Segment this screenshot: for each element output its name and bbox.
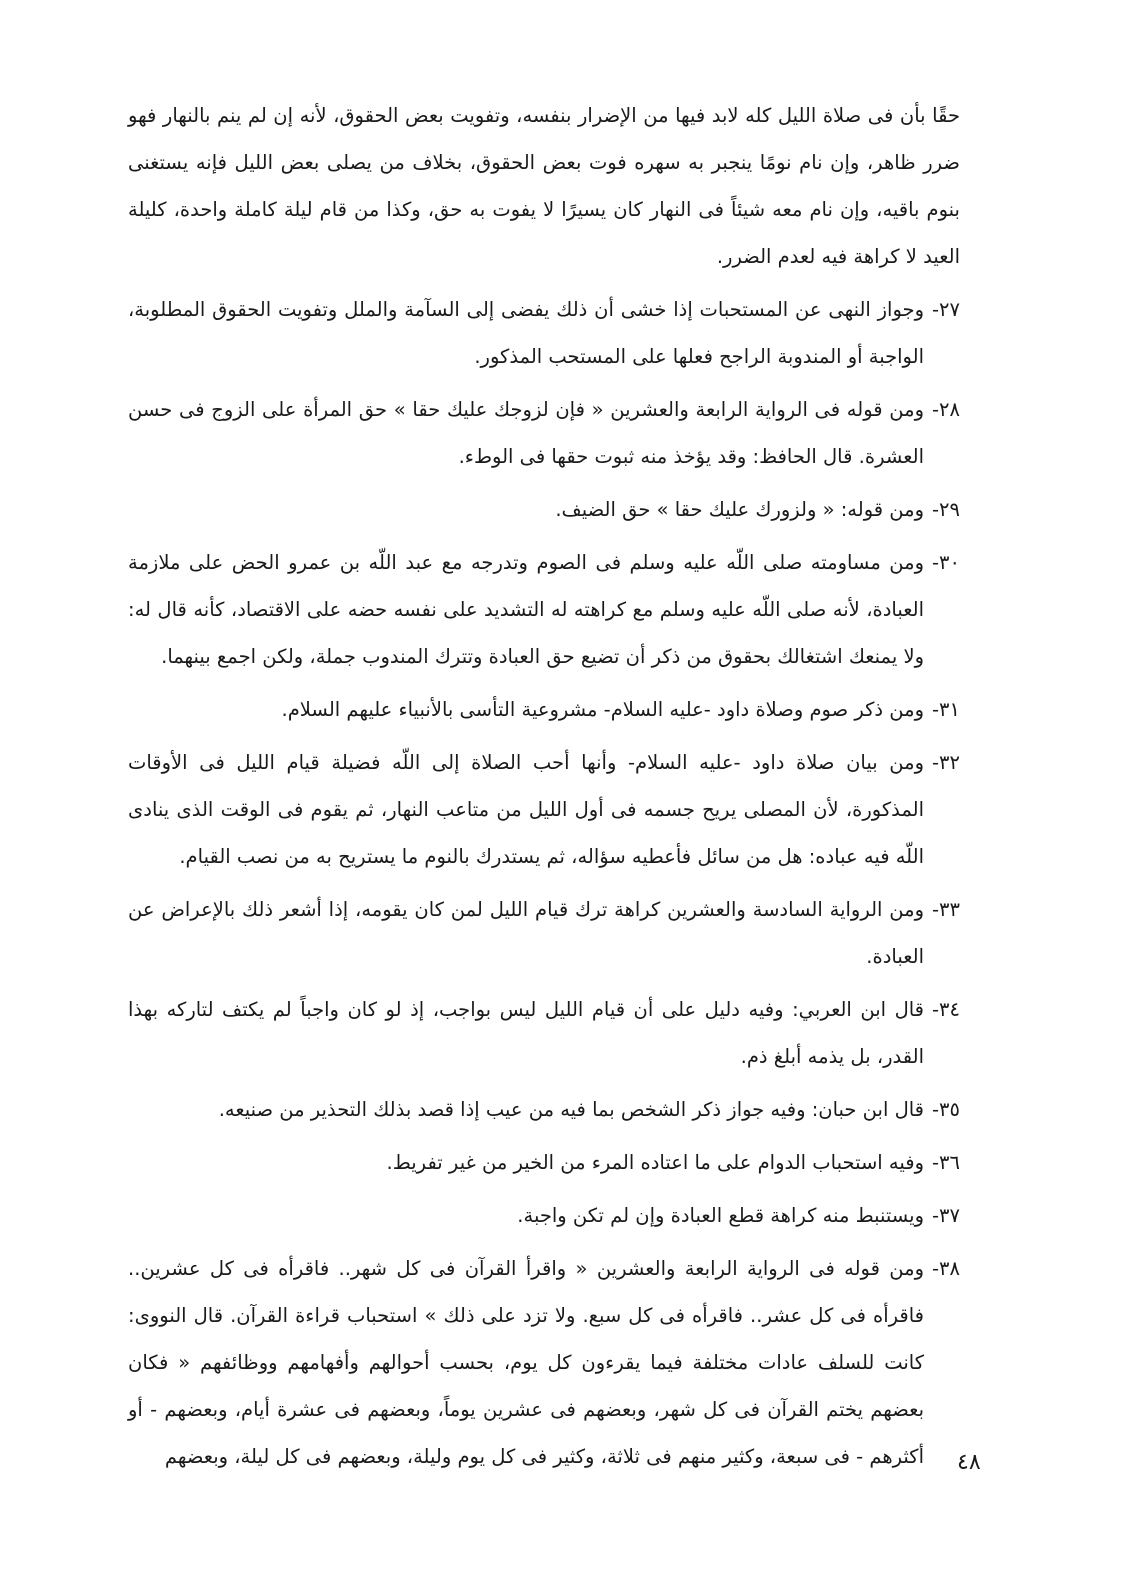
list-item-27 <box>128 286 960 380</box>
list-item-28 <box>128 386 960 480</box>
list-item-36 <box>128 1139 960 1186</box>
item-number: ٣٧- <box>932 1204 960 1227</box>
list-item-32 <box>128 739 960 880</box>
item-text: ومن الرواية السادسة والعشرين كراهة ترك قيام الليل لمن كان يقومه، إذا أشعر ذلك بالإعراض عن العبادة. <box>128 898 924 968</box>
item-number: ٣٣- <box>932 898 960 921</box>
item-text: وجواز النهى عن المستحبات إذا خشى أن ذلك يفضى إلى السآمة والملل وتفويت الحقوق المطلوبة، الواجبة أو المندوبة الراجح فعلها على المستحب المذكور. <box>128 298 924 368</box>
item-number: ٣١- <box>932 698 960 721</box>
list-item-33 <box>128 886 960 980</box>
item-number: ٣٥- <box>932 1098 960 1121</box>
item-text: ومن قوله: « ولزورك عليك حقا » حق الضيف. <box>555 498 924 521</box>
item-number: ٢٧- <box>932 298 960 321</box>
list-item-34 <box>128 986 960 1080</box>
list-item-37 <box>128 1192 960 1239</box>
item-text: ومن بيان صلاة داود -عليه السلام- وأنها أحب الصلاة إلى اللّه فضيلة قيام الليل فى الأوقات المذكورة، لأن المصلى يريح جسمه فى أول الليل من متاعب النهار، ثم يقوم فى الوقت الذى ينادى اللّه فيه عباده: هل من سائل فأعطيه سؤاله، ثم يستدرك بالنوم ما يستريح به من نصب القيام. <box>128 751 924 868</box>
item-text: قال ابن حبان: وفيه جواز ذكر الشخص بما فيه من عيب إذا قصد بذلك التحذير من صنيعه. <box>218 1098 924 1121</box>
intro-paragraph: حقًا بأن فى صلاة الليل كله لابد فيها من الإضرار بنفسه، وتفويت بعض الحقوق، لأنه إن لم ينم بالنهار فهو ضرر ظاهر، وإن نام نومًا ينجبر به سهره فوت بعض الحقوق، بخلاف من يصلى بعض الليل فإنه يستغنى بنوم باقيه، وإن نام معه شيئاً فى النهار كان يسيرًا لا يفوت به حق، وكذا من قام ليلة كاملة واحدة، كليلة العيد لا كراهة فيه لعدم الضرر. <box>128 104 960 268</box>
item-number: ٢٨- <box>932 398 960 421</box>
list-item-31 <box>128 686 960 733</box>
body-text <box>128 92 960 1486</box>
item-text: ومن قوله فى الرواية الرابعة والعشرين « واقرأ القرآن فى كل شهر.. فاقرأه فى كل عشرين.. فاقرأه فى كل عشر.. فاقرأه فى كل سبع. ولا تزد على ذلك » استحباب قراءة القرآن. قال النووى: كانت للسلف عادات مختلفة فيما يقرءون كل يوم، بحسب أحوالهم وأفهامهم ووظائفهم « فكان بعضهم يختم القرآن فى كل شهر، وبعضهم فى عشرين يوماً، وبعضهم فى عشرة أيام، وبعضهم - أو أكثرهم - فى سبعة، وكثير منهم فى ثلاثة، وكثير فى كل يوم وليلة، وبعضهم فى كل ليلة، وبعضهم <box>128 1257 924 1468</box>
item-number: ٣٨- <box>932 1257 960 1280</box>
item-text: قال ابن العربي: وفيه دليل على أن قيام الليل ليس بواجب، إذ لو كان واجباً لم يكتف لتاركه بهذا القدر، بل يذمه أبلغ ذم. <box>128 998 924 1068</box>
item-number: ٣٢- <box>932 751 960 774</box>
item-text: وفيه استحباب الدوام على ما اعتاده المرء من الخير من غير تفريط. <box>386 1151 924 1174</box>
list-item-35 <box>128 1086 960 1133</box>
item-number: ٣٦- <box>932 1151 960 1174</box>
page-number: ٤٨ <box>957 1450 981 1475</box>
list-item-38 <box>128 1245 960 1480</box>
item-number: ٣٤- <box>932 998 960 1021</box>
list-item-30 <box>128 539 960 680</box>
item-text: ومن قوله فى الرواية الرابعة والعشرين « فإن لزوجك عليك حقا » حق المرأة على الزوج فى حسن العشرة. قال الحافظ: وقد يؤخذ منه ثبوت حقها فى الوطء. <box>128 398 924 468</box>
item-number: ٢٩- <box>932 498 960 521</box>
item-number: ٣٠- <box>932 551 960 574</box>
item-text: ومن مساومته صلى اللّه عليه وسلم فى الصوم وتدرجه مع عبد اللّه بن عمرو الحض على ملازمة العبادة، لأنه صلى اللّه عليه وسلم مع كراهته له التشديد على نفسه حضه على الاقتصاد، كأنه قال له: ولا يمنعك اشتغالك بحقوق من ذكر أن تضيع حق العبادة وتترك المندوب جملة، ولكن اجمع بينهما. <box>128 551 924 668</box>
item-text: ومن ذكر صوم وصلاة داود -عليه السلام- مشروعية التأسى بالأنبياء عليهم السلام. <box>281 698 924 721</box>
item-text: ويستنبط منه كراهة قطع العبادة وإن لم تكن واجبة. <box>517 1204 924 1227</box>
list-item-29 <box>128 486 960 533</box>
